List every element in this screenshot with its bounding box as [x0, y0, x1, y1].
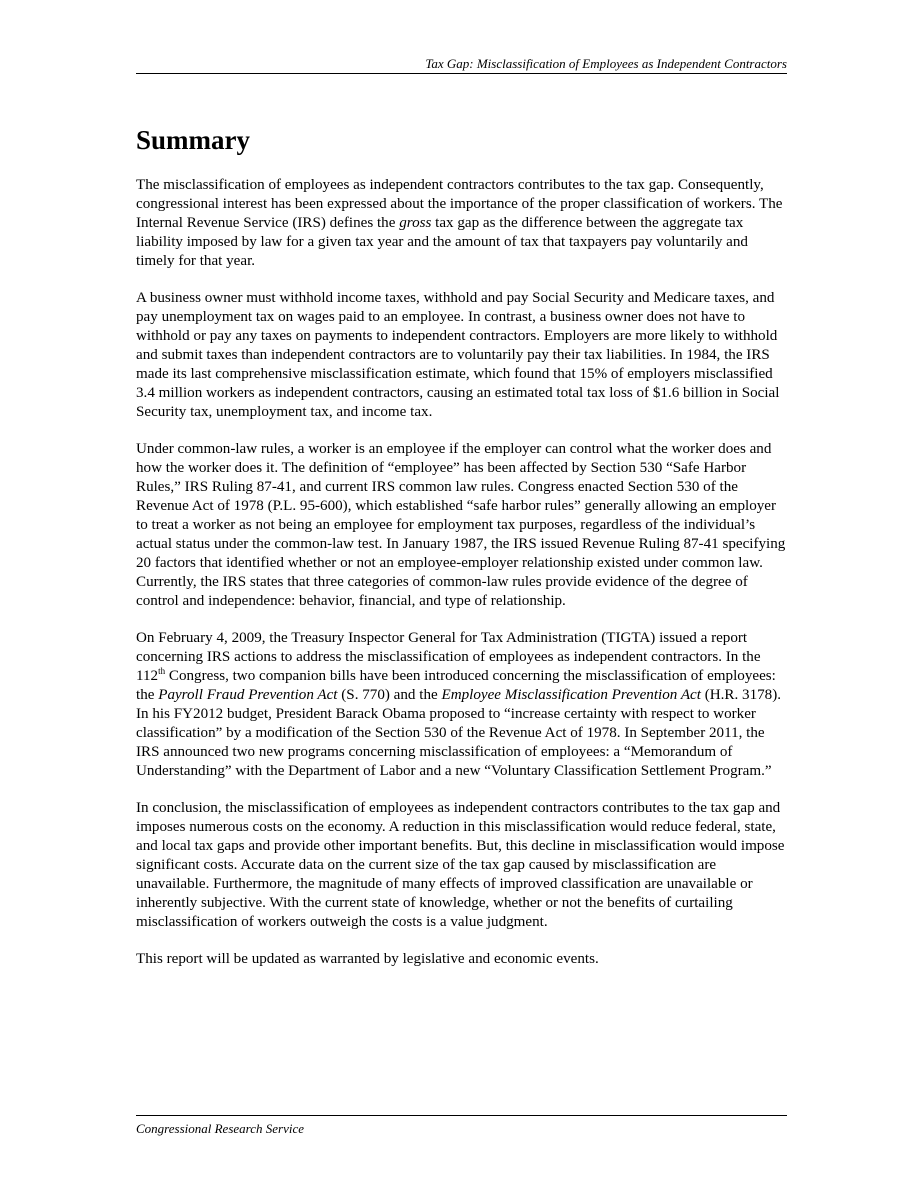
text-run: (S. 770) and the [337, 687, 442, 703]
text-run: Congress, two companion bills have been introduced concerning the misclassification of employees: the [136, 668, 776, 703]
paragraph-update-note: This report will be updated as warranted by legislative and economic events. [136, 951, 599, 967]
text-run: (H.R. 3178). In his FY2012 budget, President Barack Obama proposed to “increase certainty with respect to worker classification” by a modification of the Section 530 of the Revenue Act of 1978. In September 2011, the IRS announced two new programs concerning misclassification of employees: a “Memorandum of Understanding” with the Department of Labor and a new “Voluntary Classification Settlement Program.” [136, 687, 782, 779]
text-run: On February 4, 2009, the Treasury Inspector General for Tax Administration (TIGTA) issued a report concerning IRS actions to address the misclassification of employees as independent contractors. In the 112 [136, 630, 761, 684]
footer-organization: Congressional Research Service [136, 1121, 304, 1136]
footer-rule [136, 1115, 787, 1116]
header-rule [136, 73, 787, 74]
paragraph-tax-gap-definition [136, 176, 787, 271]
text-run: tax gap as the difference between the aggregate tax liability imposed by law for a given tax year and the amount of tax that taxpayers pay voluntarily and timely for that year. [136, 215, 748, 269]
page-title: Summary [136, 125, 250, 155]
italic-bill-title: Payroll Fraud Prevention Act [158, 687, 338, 703]
paragraph-withholding: A business owner must withhold income taxes, withhold and pay Social Security and Medicare taxes, and pay unemployment tax on wages paid to an employee. In contrast, a business owner does not have to withhold or pay any taxes on payments to independent contractors. Employers are more likely to withhold and submit taxes than independent contractors are to voluntarily pay their tax liabilities. In 1984, the IRS made its last comprehensive misclassification estimate, which found that 15% of employers misclassified 3.4 million workers as independent contractors, causing an estimated total tax loss of $1.6 billion in Social Security tax, unemployment tax, and income tax. [136, 290, 780, 420]
text-run: The misclassification of employees as independent contractors contributes to the tax gap. Consequently, congressional interest has been expressed about the importance of the proper classification of workers. The Internal Revenue Service (IRS) defines the [136, 177, 783, 231]
paragraph-common-law-rules: Under common-law rules, a worker is an employee if the employer can control what the worker does and how the worker does it. The definition of “employee” has been affected by Section 530 “Safe Harbor Rules,” IRS Ruling 87-41, and current IRS common law rules. Congress enacted Section 530 of the Revenue Act of 1978 (P.L. 95-600), which established “safe harbor rules” generally allowing an employer to treat a worker as not being an employee for employment tax purposes, regardless of the individual’s actual status under the common-law test. In January 1987, the IRS issued Revenue Ruling 87-41 specifying 20 factors that identified whether or not an employee-employer relationship existed under common law. Currently, the IRS states that three categories of common-law rules provide evidence of the degree of control and independence: behavior, financial, and type of relationship. [136, 441, 786, 609]
paragraph-tigta-report [136, 629, 787, 781]
paragraph-conclusion: In conclusion, the misclassification of employees as independent contractors contributes to the tax gap and imposes numerous costs on the economy. A reduction in this misclassification would reduce federal, state, and local tax gaps and provide other important benefits. But, this decline in misclassification would impose significant costs. Accurate data on the current size of the tax gap caused by misclassification are unavailable. Furthermore, the magnitude of many effects of improved classification are unavailable or inherently subjective. With the current state of knowledge, whether or not the benefits of curtailing misclassification of workers outweigh the costs is a value judgment. [136, 800, 785, 930]
running-header: Tax Gap: Misclassification of Employees as Independent Contractors [425, 56, 787, 71]
superscript: th [158, 666, 166, 676]
italic-term: gross [399, 215, 432, 231]
italic-bill-title: Employee Misclassification Prevention Act [441, 687, 701, 703]
summary-body [136, 176, 787, 987]
